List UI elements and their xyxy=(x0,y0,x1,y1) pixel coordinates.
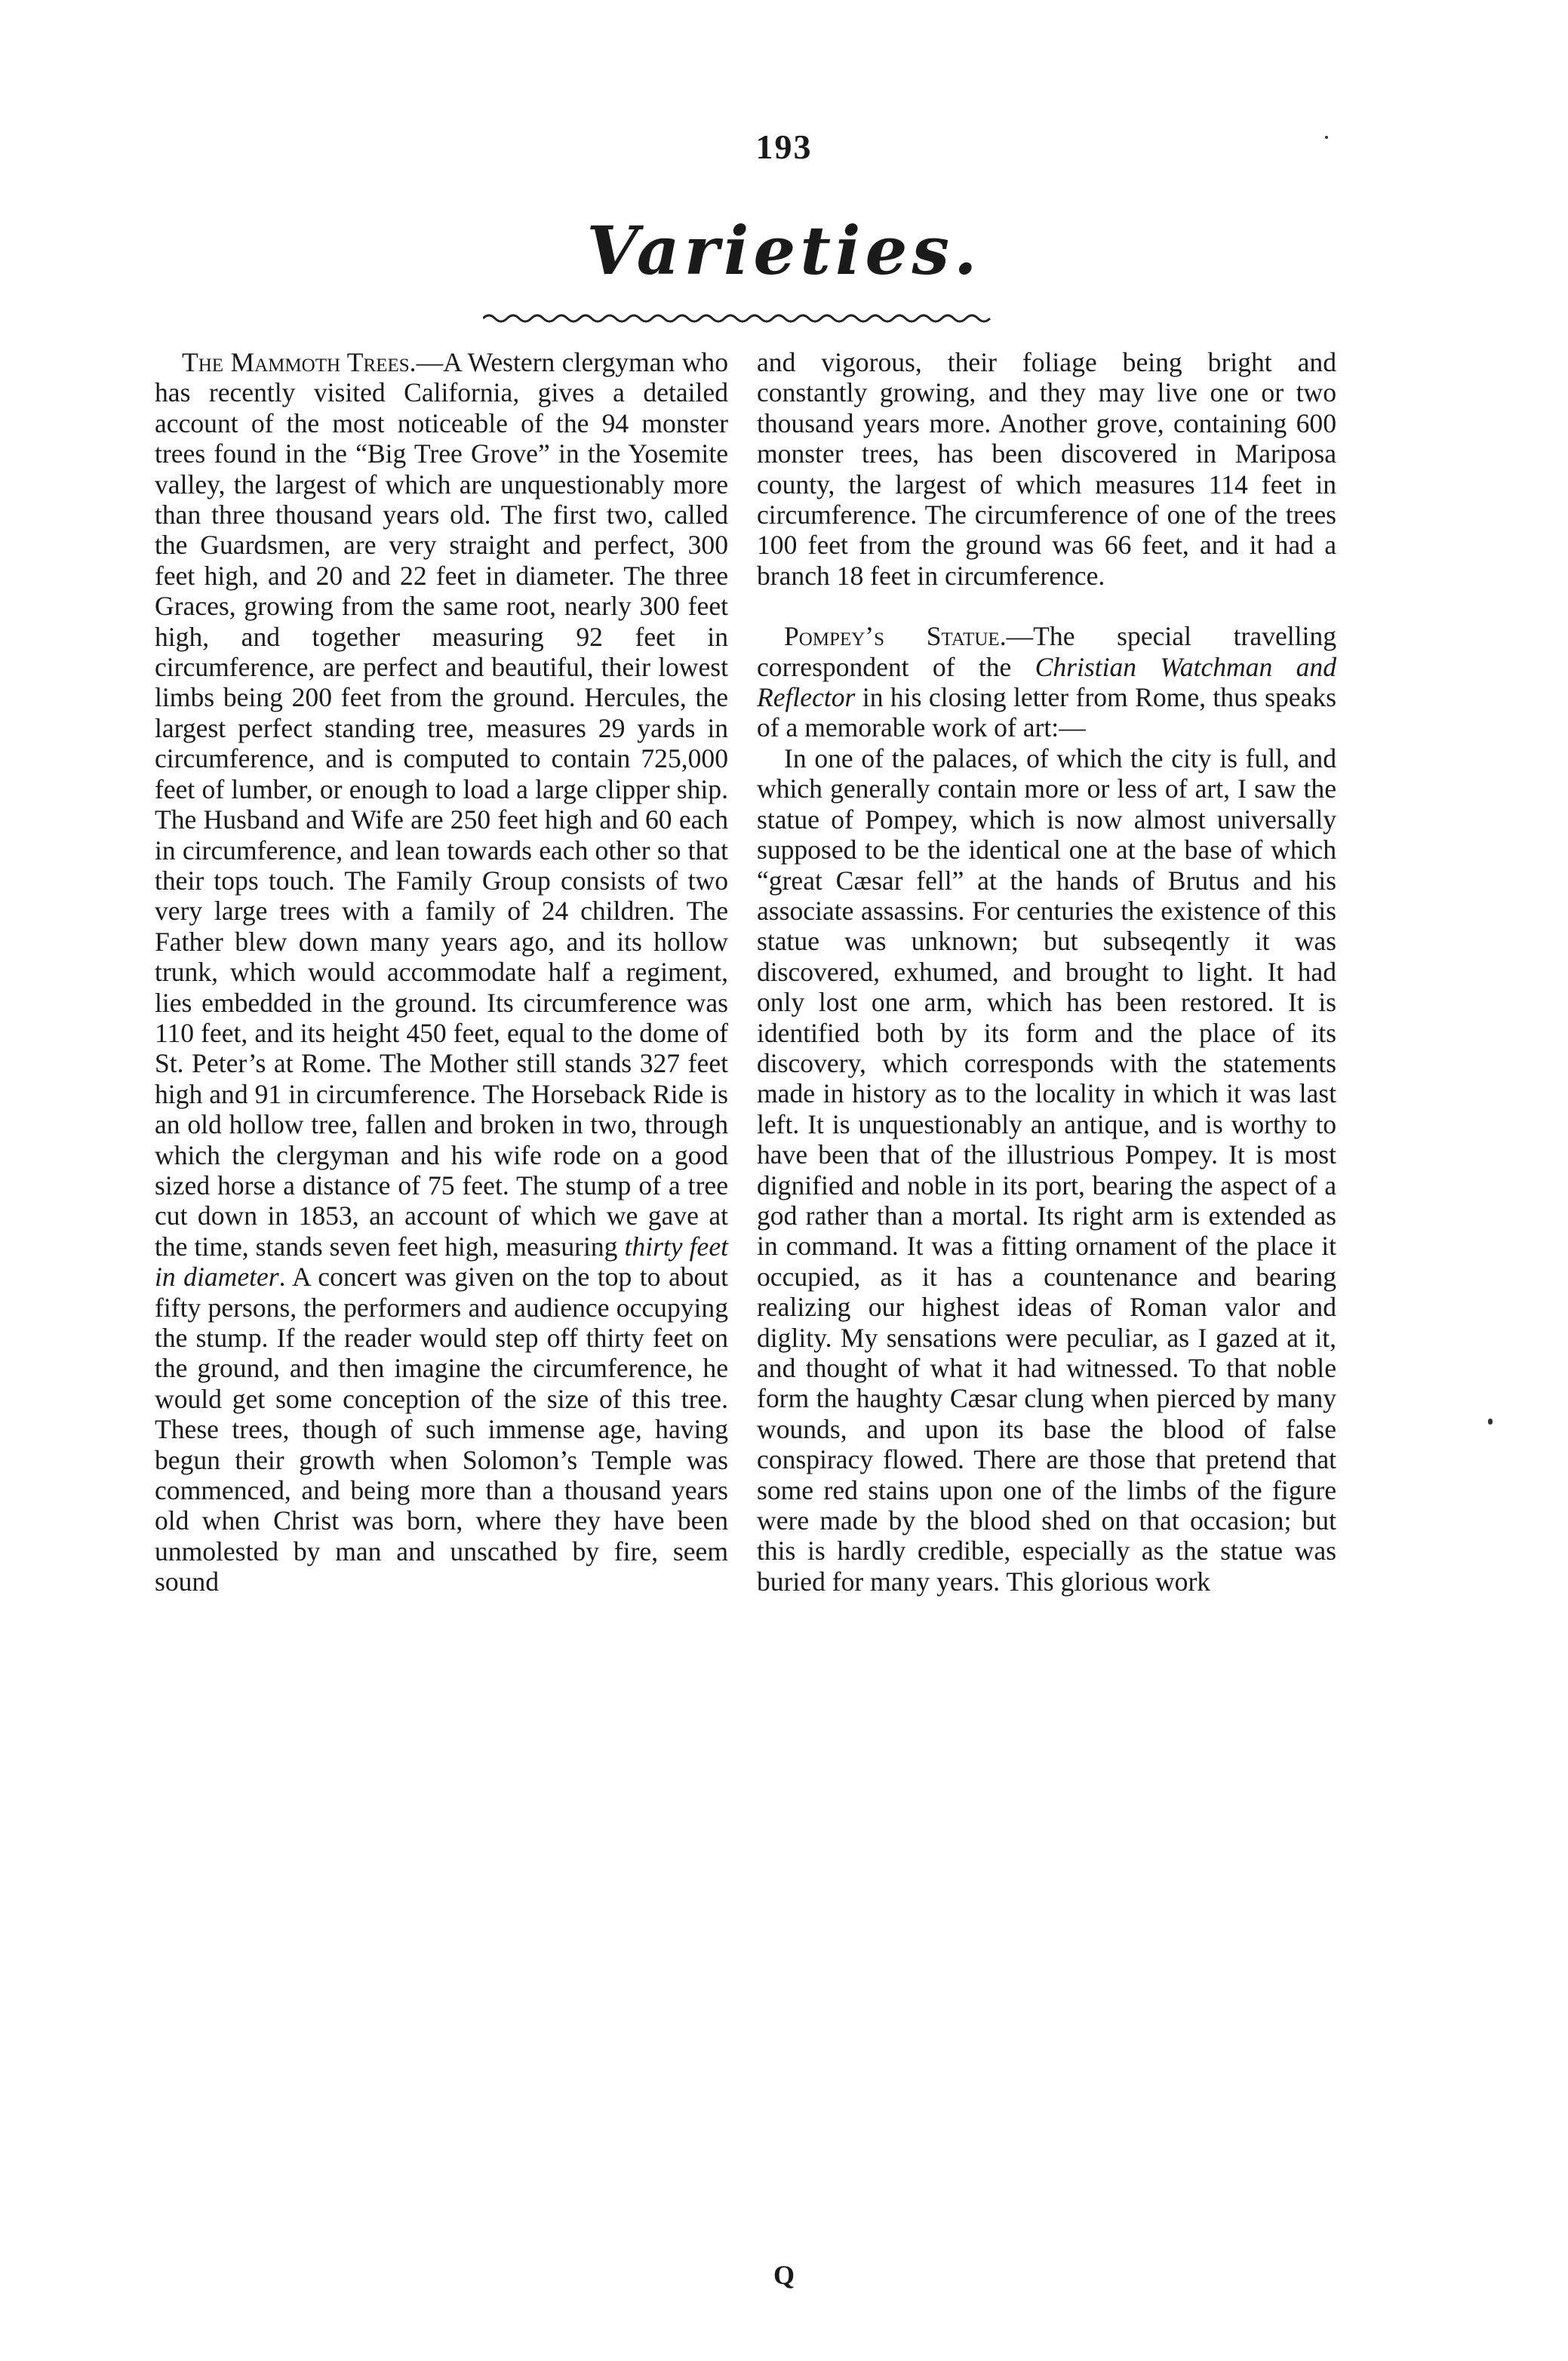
article-text: —A Western clergyman who has recently visited California, gives a detailed account of the most noticeable of the 94 monster trees found in the “Big Tree Grove” in the Yosemite valley, the largest of which are unquestionably more than three thousand years old. The first two, called the Guardsmen, are very straight and perfect, 300 feet high, and 20 and 22 feet in diameter. The three Graces, growing from the same root, nearly 300 feet high, and together measuring 92 feet in circumference, are perfect and beautiful, their lowest limbs being 200 feet from the ground. Hercules, the largest perfect standing tree, measures 29 yards in circumference, and is computed to contain 725,000 feet of lumber, or enough to load a large clipper ship. The Husband and Wife are 250 feet high and 60 each in circumference, and lean towards each other so that their tops touch. The Family Group consists of two very large trees with a family of 24 children. The Father blew down many years ago, and its hollow trunk, which would accommodate half a regiment, lies embedded in the ground. Its circumference was 110 feet, and its height 450 feet, equal to the dome of St. Peter’s at Rome. The Mother still stands 327 feet high and 91 in circumference. The Horseback Ride is an old hollow tree, fallen and broken in two, through which the clergyman and his wife rode on a good sized horse a distance of 75 feet. The stump of a tree cut down in 1853, an account of which we gave at the time, stands seven feet high, measuring xyxy=(155,347,728,1262)
article-text: in his closing letter from Rome, thus speaks of a memorable work of art:— xyxy=(757,682,1336,743)
left-column xyxy=(155,347,728,1597)
article-mammoth-trees xyxy=(155,347,728,1597)
article-quoted-letter: In one of the palaces, of which the city is full, and which generally contain more or less of art, I saw the statue of Pompey, which is now almost universally supposed to be the identical one at the base of which “great Cæsar fell” at the hands of Brutus and his associate assassins. For centuries the existence of this statue was unknown; but subseqently it was discovered, exhumed, and brought to light. It had only lost one arm, which has been restored. It is identified both by its form and the place of its discovery, which corresponds with the statements made in history as to the locality in which it was last left. It is unquestionably an antique, and is worthy to have been that of the illustrious Pompey. It is most dignified and noble in its port, bearing the aspect of a god rather than a mortal. Its right arm is extended as in command. It was a fitting ornament of the place it occupied, as it has a countenance and bearing realizing our highest ideas of Roman valor and diglity. My sensations were peculiar, as I gazed at it, and thought of what it had witnessed. To that noble form the haughty Cæsar clung when pierced by many wounds, and upon its base the blood of false conspiracy flowed. There are those that pretend that some red stains upon one of the limbs of the figure were made by the blood shed on that occasion; but this is hardly credible, especially as the statue was buried for many years. This glorious work xyxy=(757,742,1336,1597)
article-pompeys-statue xyxy=(757,621,1336,743)
article-italic-text: thirty feet in diameter xyxy=(155,1231,728,1293)
decorative-rule xyxy=(483,309,996,327)
print-speck xyxy=(1488,1419,1493,1425)
page-number: 193 xyxy=(755,128,813,166)
signature-mark: Q xyxy=(773,2260,795,2290)
section-title: Varieties. xyxy=(586,211,982,290)
print-speck xyxy=(1325,136,1328,139)
article-heading: Pompey’s Statue. xyxy=(784,621,1007,652)
article-mammoth-trees-continued: and vigorous, their foliage being bright and constantly growing, and they may live one or two thousand years more. Another grove, containing 600 monster trees, has been discovered in Mariposa county, the largest of which measures 114 feet in circumference. The circumference of one of the trees 100 feet from the ground was 66 feet, and it had a branch 18 feet in circumference. xyxy=(757,347,1336,591)
article-text: . A concert was given on the top to about fifty persons, the performers and audience occupying the stump. If the reader would step off thirty feet on the ground, and then imagine the circumference, he would get some conception of the size of this tree. These trees, though of such immense age, having begun their growth when Solomon’s Temple was commenced, and being more than a thousand years old when Christ was born, where they have been unmolested by man and unscathed by fire, seem sound xyxy=(155,1262,728,1597)
article-italic-text: Christian Watchman and Reflector xyxy=(757,651,1336,713)
right-column xyxy=(757,347,1336,1597)
article-heading: The Mammoth Trees. xyxy=(182,347,417,377)
article-text: —The special travelling correspondent of the xyxy=(757,621,1337,682)
